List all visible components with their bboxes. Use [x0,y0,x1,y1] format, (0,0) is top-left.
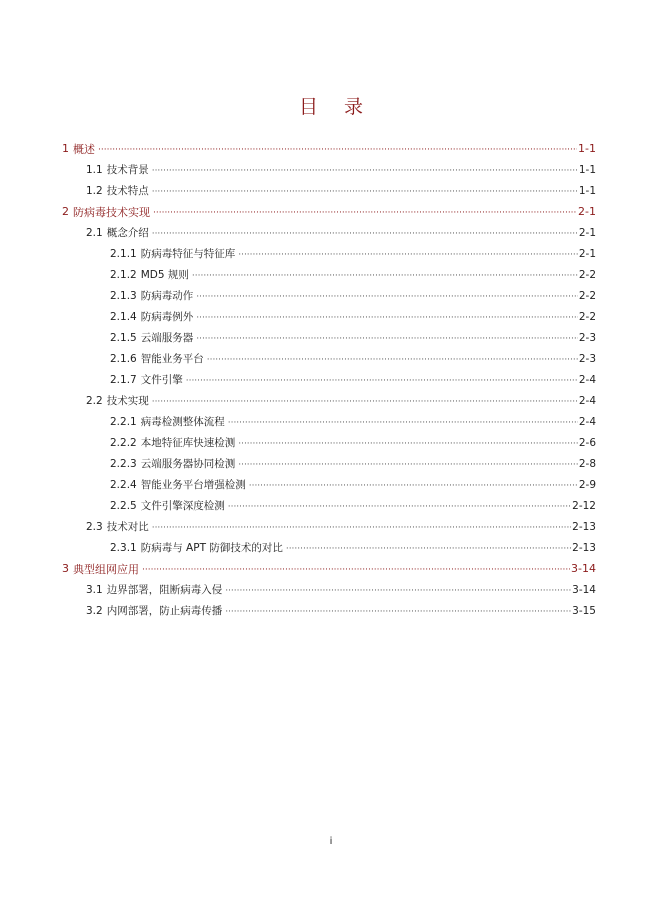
toc-entry-number: 2.3 [86,520,103,533]
toc-leader-dots [207,355,578,365]
toc-leader-dots [152,523,571,533]
toc-entry-number: 3.1 [86,583,103,596]
toc-entry-page: 2-2 [578,289,596,302]
toc-entry-2-1-4[interactable] [62,306,596,327]
toc-entry-title: 技术背景 [106,164,149,176]
toc-entry-title: 概念介绍 [106,227,149,239]
toc-entry-page: 2-1 [578,205,596,218]
toc-leader-dots [192,271,578,281]
toc-entry-1-1[interactable] [62,159,596,180]
toc-entry-title: MD5 规则 [140,269,189,281]
toc-entry-number: 2.2.1 [110,415,137,428]
toc-entry-page: 2-2 [578,268,596,281]
toc-entry-number: 2.1.6 [110,352,137,365]
toc-entry-page: 2-1 [578,226,596,239]
toc-entry-2-1-2[interactable] [62,264,596,285]
toc-entry-page: 2-9 [578,478,596,491]
toc-leader-dots [228,418,578,428]
toc-entry-title: 防病毒例外 [140,311,194,323]
toc-entry-page: 2-12 [572,499,596,512]
toc-leader-dots [152,166,578,176]
toc-entry-page: 2-2 [578,310,596,323]
toc-entry-number: 2.2.4 [110,478,137,491]
toc-entry-title: 防病毒动作 [140,290,194,302]
toc-entry-number: 2.1.2 [110,268,137,281]
toc-entry-title: 智能业务平台 [140,353,204,365]
toc-leader-dots [186,376,578,386]
toc-entry-number: 2.2.5 [110,499,137,512]
toc-entry-2-1-3[interactable] [62,285,596,306]
toc-entry-title: 文件引擎深度检测 [140,500,225,512]
toc-entry-title: 本地特征库快速检测 [140,437,236,449]
toc-entry-number: 2.3.1 [110,541,137,554]
toc-entry-3-1[interactable] [62,579,596,600]
toc-entry-title: 云端服务器协同检测 [140,458,236,470]
toc-title: 目 录 [298,96,374,118]
toc-entry-title: 技术对比 [106,521,149,533]
toc-entry-number: 3 [62,562,69,575]
toc-entry-title: 边界部署，阻断病毒入侵 [106,584,223,596]
toc-leader-dots [152,397,578,407]
toc-entry-2-3[interactable] [62,516,596,537]
toc-entry-page: 3-14 [571,562,596,575]
toc-leader-dots [98,145,577,155]
table-of-contents [62,138,596,621]
toc-leader-dots [238,439,578,449]
toc-entry-page: 2-4 [578,373,596,386]
toc-entry-2[interactable] [62,201,596,222]
toc-entry-page: 2-8 [578,457,596,470]
toc-leader-dots [196,334,578,344]
toc-entry-title: 防病毒与 APT 防御技术的对比 [140,542,283,554]
toc-entry-page: 3-14 [572,583,596,596]
toc-entry-1-2[interactable] [62,180,596,201]
toc-entry-number: 2.1.7 [110,373,137,386]
toc-entry-number: 1.1 [86,163,103,176]
toc-entry-3[interactable] [62,558,596,579]
toc-entry-title: 防病毒技术实现 [73,205,150,219]
toc-entry-number: 1 [62,142,69,155]
toc-leader-dots [238,460,578,470]
toc-entry-title: 概述 [73,142,95,156]
toc-entry-1[interactable] [62,138,596,159]
toc-entry-number: 2 [62,205,69,218]
toc-entry-number: 2.2 [86,394,103,407]
toc-leader-dots [238,250,578,260]
toc-entry-title: 智能业务平台增强检测 [140,479,246,491]
toc-leader-dots [286,544,571,554]
toc-entry-2-1-7[interactable] [62,369,596,390]
toc-entry-number: 2.1.3 [110,289,137,302]
toc-entry-2-2-3[interactable] [62,453,596,474]
toc-entry-2-2-1[interactable] [62,411,596,432]
toc-leader-dots [249,481,578,491]
toc-leader-dots [152,229,578,239]
toc-entry-2-2-2[interactable] [62,432,596,453]
toc-entry-title: 防病毒特征与特征库 [140,248,236,260]
toc-entry-2-1-6[interactable] [62,348,596,369]
toc-leader-dots [196,292,578,302]
toc-entry-page: 2-3 [578,331,596,344]
toc-entry-page: 1-1 [578,184,596,197]
toc-entry-page: 1-1 [578,142,596,155]
toc-leader-dots [142,565,570,575]
toc-leader-dots [153,208,577,218]
toc-leader-dots [228,502,571,512]
toc-entry-page: 2-4 [578,415,596,428]
toc-leader-dots [225,586,571,596]
toc-entry-2-1-1[interactable] [62,243,596,264]
toc-entry-page: 3-15 [572,604,596,617]
toc-entry-title: 云端服务器 [140,332,194,344]
toc-leader-dots [152,187,578,197]
toc-entry-title: 技术实现 [106,395,149,407]
toc-leader-dots [196,313,578,323]
toc-entry-2-1-5[interactable] [62,327,596,348]
toc-entry-2-1[interactable] [62,222,596,243]
toc-entry-page: 2-4 [578,394,596,407]
toc-entry-2-3-1[interactable] [62,537,596,558]
toc-entry-number: 2.1.4 [110,310,137,323]
toc-leader-dots [225,607,571,617]
toc-entry-number: 2.1.5 [110,331,137,344]
toc-entry-title: 文件引擎 [140,374,183,386]
toc-entry-title: 内网部署，防止病毒传播 [106,605,223,617]
toc-entry-number: 1.2 [86,184,103,197]
toc-entry-title: 病毒检测整体流程 [140,416,225,428]
toc-entry-number: 2.1.1 [110,247,137,260]
toc-entry-2-2-5[interactable] [62,495,596,516]
toc-entry-number: 2.2.2 [110,436,137,449]
toc-entry-number: 2.1 [86,226,103,239]
toc-entry-2-2-4[interactable] [62,474,596,495]
toc-entry-page: 2-13 [572,541,596,554]
toc-entry-page: 2-3 [578,352,596,365]
toc-entry-number: 2.2.3 [110,457,137,470]
toc-entry-number: 3.2 [86,604,103,617]
toc-entry-3-2[interactable] [62,600,596,621]
toc-entry-2-2[interactable] [62,390,596,411]
toc-entry-page: 2-1 [578,247,596,260]
toc-entry-title: 技术特点 [106,185,149,197]
page-number: i [329,836,333,847]
toc-entry-title: 典型组网应用 [73,562,139,576]
toc-entry-page: 2-13 [572,520,596,533]
toc-entry-page: 1-1 [578,163,596,176]
toc-entry-page: 2-6 [578,436,596,449]
